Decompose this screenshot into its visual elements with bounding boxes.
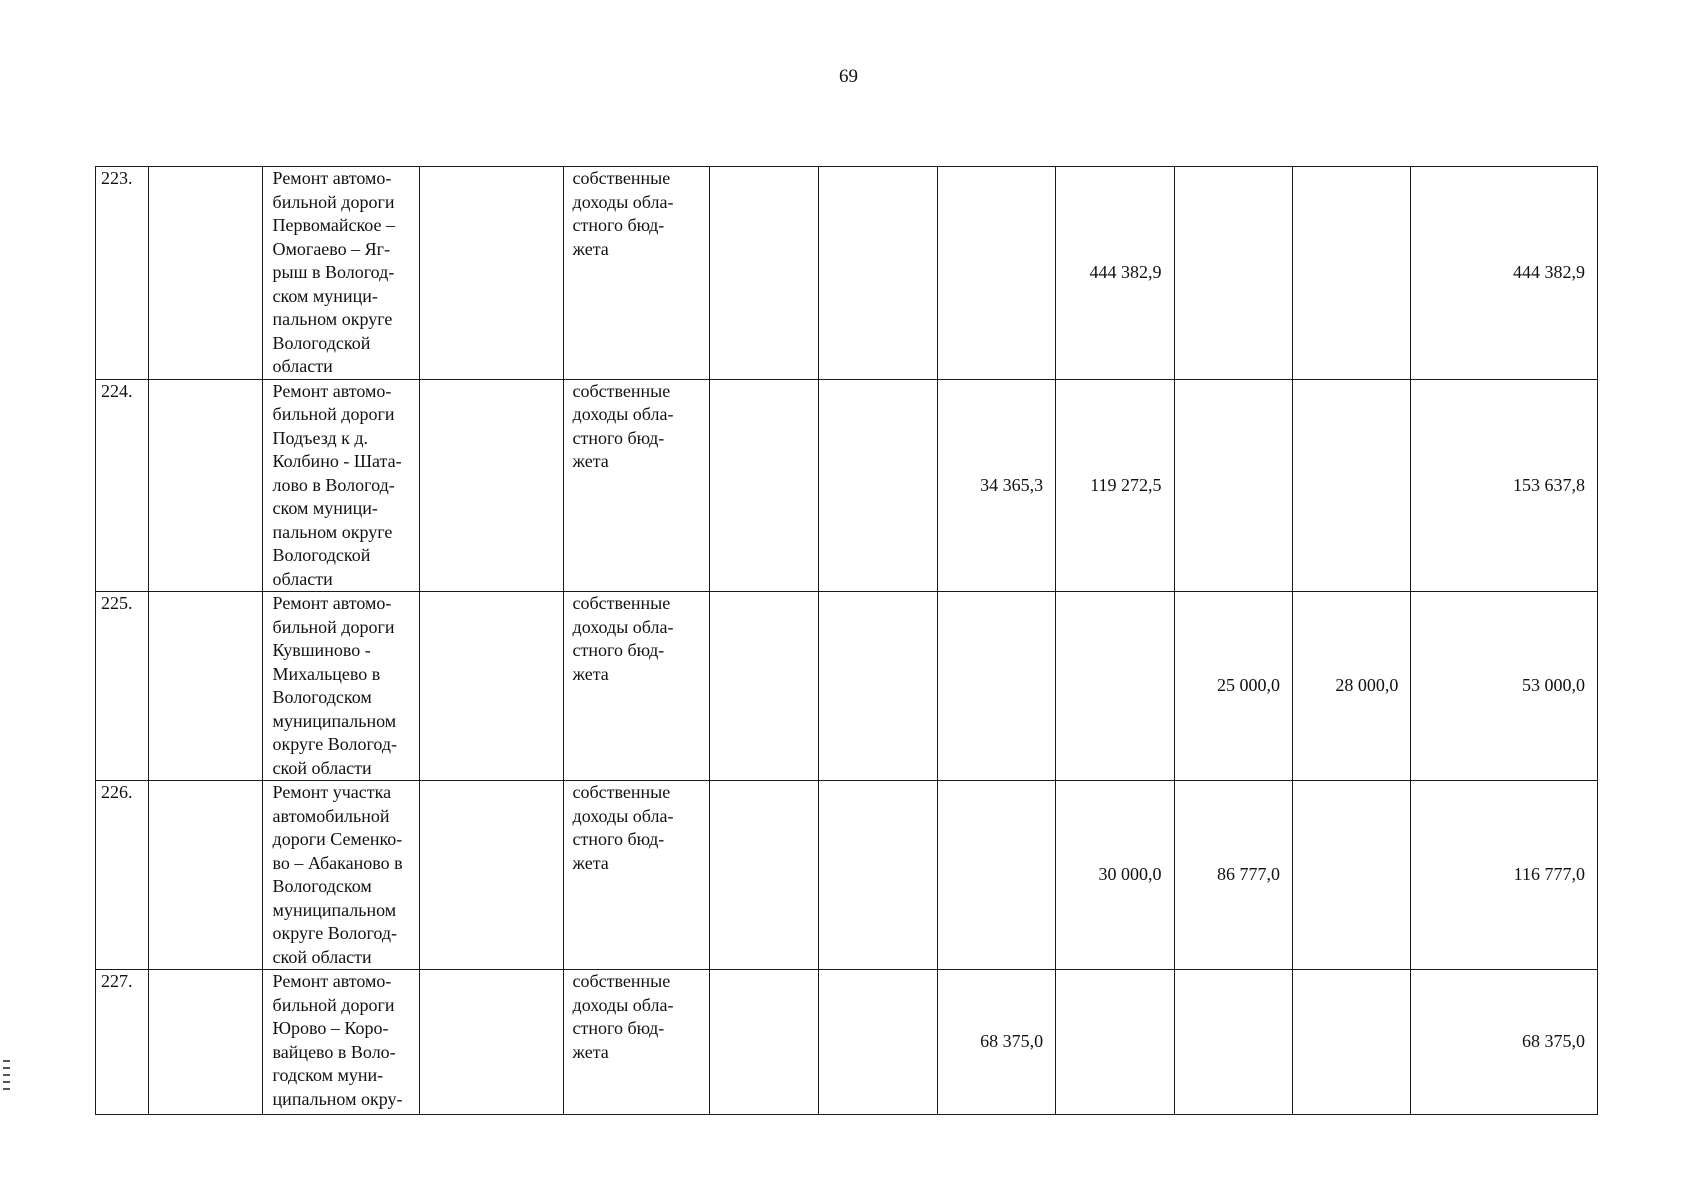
object-name: Ремонт автомо- бильной дороги Юрово – Коро- вайцево в Воло- годском муни- ципальном окру- — [262, 970, 420, 1115]
value-cell-c: 444 382,9 — [1056, 167, 1174, 380]
funding-source: собственные доходы обла- стного бюд- жета — [563, 592, 709, 781]
value-cell-c — [1056, 970, 1174, 1115]
row-index: 226. — [96, 781, 149, 970]
value-cell-c — [1056, 592, 1174, 781]
value-cell-e — [1292, 167, 1410, 380]
table-row — [96, 592, 1598, 781]
empty-cell — [420, 167, 563, 380]
funding-source: собственные доходы обла- стного бюд- жета — [563, 379, 709, 592]
funding-source: собственные доходы обла- стного бюд- жета — [563, 167, 709, 380]
value-cell-a — [819, 781, 937, 970]
scan-margin-marks — [3, 1060, 11, 1095]
empty-cell — [420, 592, 563, 781]
total-cell: 444 382,9 — [1411, 167, 1598, 380]
value-cell-c: 30 000,0 — [1056, 781, 1174, 970]
value-cell-a — [819, 379, 937, 592]
empty-cell — [149, 592, 262, 781]
value-cell-e — [1292, 781, 1410, 970]
total-cell: 153 637,8 — [1411, 379, 1598, 592]
budget-table — [95, 166, 1598, 1115]
empty-cell — [710, 592, 819, 781]
empty-cell — [149, 781, 262, 970]
value-cell-b: 34 365,3 — [937, 379, 1055, 592]
empty-cell — [420, 781, 563, 970]
value-cell-d — [1174, 379, 1292, 592]
value-cell-b — [937, 592, 1055, 781]
empty-cell — [710, 781, 819, 970]
empty-cell — [420, 970, 563, 1115]
value-cell-a — [819, 167, 937, 380]
value-cell-d: 86 777,0 — [1174, 781, 1292, 970]
funding-source: собственные доходы обла- стного бюд- жета — [563, 970, 709, 1115]
value-cell-b: 68 375,0 — [937, 970, 1055, 1115]
funding-source: собственные доходы обла- стного бюд- жета — [563, 781, 709, 970]
table-row — [96, 781, 1598, 970]
value-cell-b — [937, 167, 1055, 380]
total-cell: 53 000,0 — [1411, 592, 1598, 781]
row-index: 225. — [96, 592, 149, 781]
empty-cell — [420, 379, 563, 592]
table-row — [96, 379, 1598, 592]
empty-cell — [149, 379, 262, 592]
value-cell-d: 25 000,0 — [1174, 592, 1292, 781]
value-cell-b — [937, 781, 1055, 970]
object-name: Ремонт автомо- бильной дороги Кувшиново - Михальцево в Вологодском муниципальном округе Вологод- ской области — [262, 592, 420, 781]
total-cell: 68 375,0 — [1411, 970, 1598, 1115]
empty-cell — [710, 970, 819, 1115]
row-index: 223. — [96, 167, 149, 380]
page-number: 69 — [839, 66, 858, 87]
object-name: Ремонт автомо- бильной дороги Первомайское – Омогаево – Яг- рыш в Вологод- ском муници- пальном округе Вологодской области — [262, 167, 420, 380]
value-cell-a — [819, 592, 937, 781]
table-row — [96, 970, 1598, 1115]
row-index: 224. — [96, 379, 149, 592]
value-cell-a — [819, 970, 937, 1115]
row-index: 227. — [96, 970, 149, 1115]
value-cell-e — [1292, 379, 1410, 592]
table-row — [96, 167, 1598, 380]
empty-cell — [149, 970, 262, 1115]
empty-cell — [710, 379, 819, 592]
value-cell-d — [1174, 970, 1292, 1115]
value-cell-e — [1292, 970, 1410, 1115]
empty-cell — [149, 167, 262, 380]
value-cell-c: 119 272,5 — [1056, 379, 1174, 592]
object-name: Ремонт автомо- бильной дороги Подъезд к д. Колбино - Шата- лово в Вологод- ском муници- пальном округе Вологодской области — [262, 379, 420, 592]
total-cell: 116 777,0 — [1411, 781, 1598, 970]
empty-cell — [710, 167, 819, 380]
value-cell-e: 28 000,0 — [1292, 592, 1410, 781]
object-name: Ремонт участка автомобильной дороги Семенко- во – Абаканово в Вологодском муниципальном округе Вологод- ской области — [262, 781, 420, 970]
value-cell-d — [1174, 167, 1292, 380]
